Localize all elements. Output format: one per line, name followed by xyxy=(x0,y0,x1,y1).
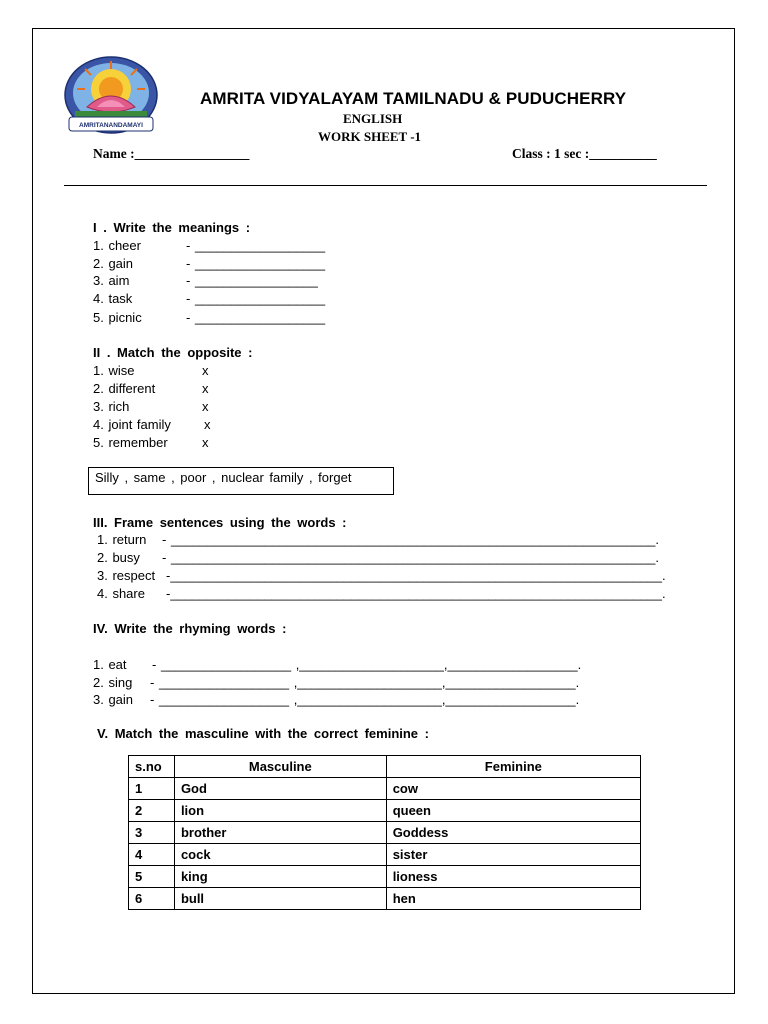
sentence-item-blank[interactable]: -____________________________________________________________________. xyxy=(166,568,666,583)
sentence-item-blank[interactable]: - ___________________________________________________________________. xyxy=(162,532,659,547)
table-cell: brother xyxy=(174,822,386,844)
meaning-item-blank[interactable]: - __________________ xyxy=(186,310,326,325)
column-header: Masculine xyxy=(174,756,386,778)
table-cell: king xyxy=(174,866,386,888)
table-cell: Goddess xyxy=(386,822,640,844)
meaning-item-blank[interactable]: - __________________ xyxy=(186,291,326,306)
rhyme-item-label: 2. sing xyxy=(93,675,133,690)
opposite-item-label: 4. joint family xyxy=(93,417,171,432)
column-header: s.no xyxy=(129,756,175,778)
table-cell: God xyxy=(174,778,386,800)
table-row xyxy=(129,778,641,800)
section-3-heading: III. Frame sentences using the words : xyxy=(93,515,347,530)
meaning-item-label: 1. cheer xyxy=(93,238,141,253)
sentence-item-label: 2. busy xyxy=(97,550,140,565)
header-divider xyxy=(64,185,707,186)
table-cell: 2 xyxy=(129,800,175,822)
opposite-item-mark: x xyxy=(202,381,209,396)
sentence-item-blank[interactable]: - ___________________________________________________________________. xyxy=(162,550,659,565)
name-field[interactable]: Name :_________________ xyxy=(93,146,250,161)
school-name: AMRITA VIDYALAYAM TAMILNADU & PUDUCHERRY xyxy=(200,89,627,108)
opposite-item-label: 2. different xyxy=(93,381,156,396)
table-row xyxy=(129,844,641,866)
opposite-item-mark: x xyxy=(202,363,209,378)
section-1-heading: I . Write the meanings : xyxy=(93,220,251,235)
opposite-item-mark: x xyxy=(202,435,209,450)
sentence-item-label: 3. respect xyxy=(97,568,156,583)
section-2-heading: II . Match the opposite : xyxy=(93,345,253,360)
meaning-item-blank[interactable]: - __________________ xyxy=(186,256,326,271)
table-cell: 4 xyxy=(129,844,175,866)
table-cell: 3 xyxy=(129,822,175,844)
table-cell: sister xyxy=(386,844,640,866)
rhyme-item-blank[interactable]: - __________________ ,____________________,__________________. xyxy=(150,692,580,707)
class-field[interactable]: Class : 1 sec :__________ xyxy=(512,146,657,161)
column-header: Feminine xyxy=(386,756,640,778)
rhyme-item-label: 1. eat xyxy=(93,657,127,672)
section-5-heading: V. Match the masculine with the correct feminine : xyxy=(97,726,429,741)
opposite-item-mark: x xyxy=(204,417,211,432)
table-cell: bull xyxy=(174,888,386,910)
opposite-item-label: 5. remember xyxy=(93,435,168,450)
table-cell: hen xyxy=(386,888,640,910)
table-cell: lion xyxy=(174,800,386,822)
worksheet-title: WORK SHEET -1 xyxy=(318,129,422,144)
meaning-item-label: 3. aim xyxy=(93,273,130,288)
opposite-item-mark: x xyxy=(202,399,209,414)
table-cell: cow xyxy=(386,778,640,800)
rhyme-item-label: 3. gain xyxy=(93,692,134,707)
logo-text: AMRITANANDAMAYI xyxy=(79,122,143,129)
table-row xyxy=(129,822,641,844)
word-options-box: Silly , same , poor , nuclear family , forget xyxy=(88,467,394,495)
sentence-item-label: 4. share xyxy=(97,586,145,601)
table-cell: 5 xyxy=(129,866,175,888)
opposite-item-label: 3. rich xyxy=(93,399,130,414)
school-logo xyxy=(55,55,167,139)
table-cell: lioness xyxy=(386,866,640,888)
meaning-item-label: 4. task xyxy=(93,291,133,306)
table-row xyxy=(129,888,641,910)
opposite-item-label: 1. wise xyxy=(93,363,135,378)
meaning-item-blank[interactable]: - _________________ xyxy=(186,273,318,288)
rhyme-item-blank[interactable]: - __________________ ,____________________,__________________. xyxy=(152,657,582,672)
table-cell: 6 xyxy=(129,888,175,910)
table-cell: cock xyxy=(174,844,386,866)
meaning-item-label: 5. picnic xyxy=(93,310,142,325)
sentence-item-label: 1. return xyxy=(97,532,147,547)
subject-title: ENGLISH xyxy=(343,111,403,126)
meaning-item-blank[interactable]: - __________________ xyxy=(186,238,326,253)
table-header-row xyxy=(129,756,641,778)
table-row xyxy=(129,866,641,888)
table-cell: queen xyxy=(386,800,640,822)
rhyme-item-blank[interactable]: - __________________ ,____________________,__________________. xyxy=(150,675,580,690)
table-row xyxy=(129,800,641,822)
table-cell: 1 xyxy=(129,778,175,800)
section-4-heading: IV. Write the rhyming words : xyxy=(93,621,287,636)
masculine-feminine-table xyxy=(128,755,641,910)
sentence-item-blank[interactable]: -____________________________________________________________________. xyxy=(166,586,666,601)
meaning-item-label: 2. gain xyxy=(93,256,134,271)
